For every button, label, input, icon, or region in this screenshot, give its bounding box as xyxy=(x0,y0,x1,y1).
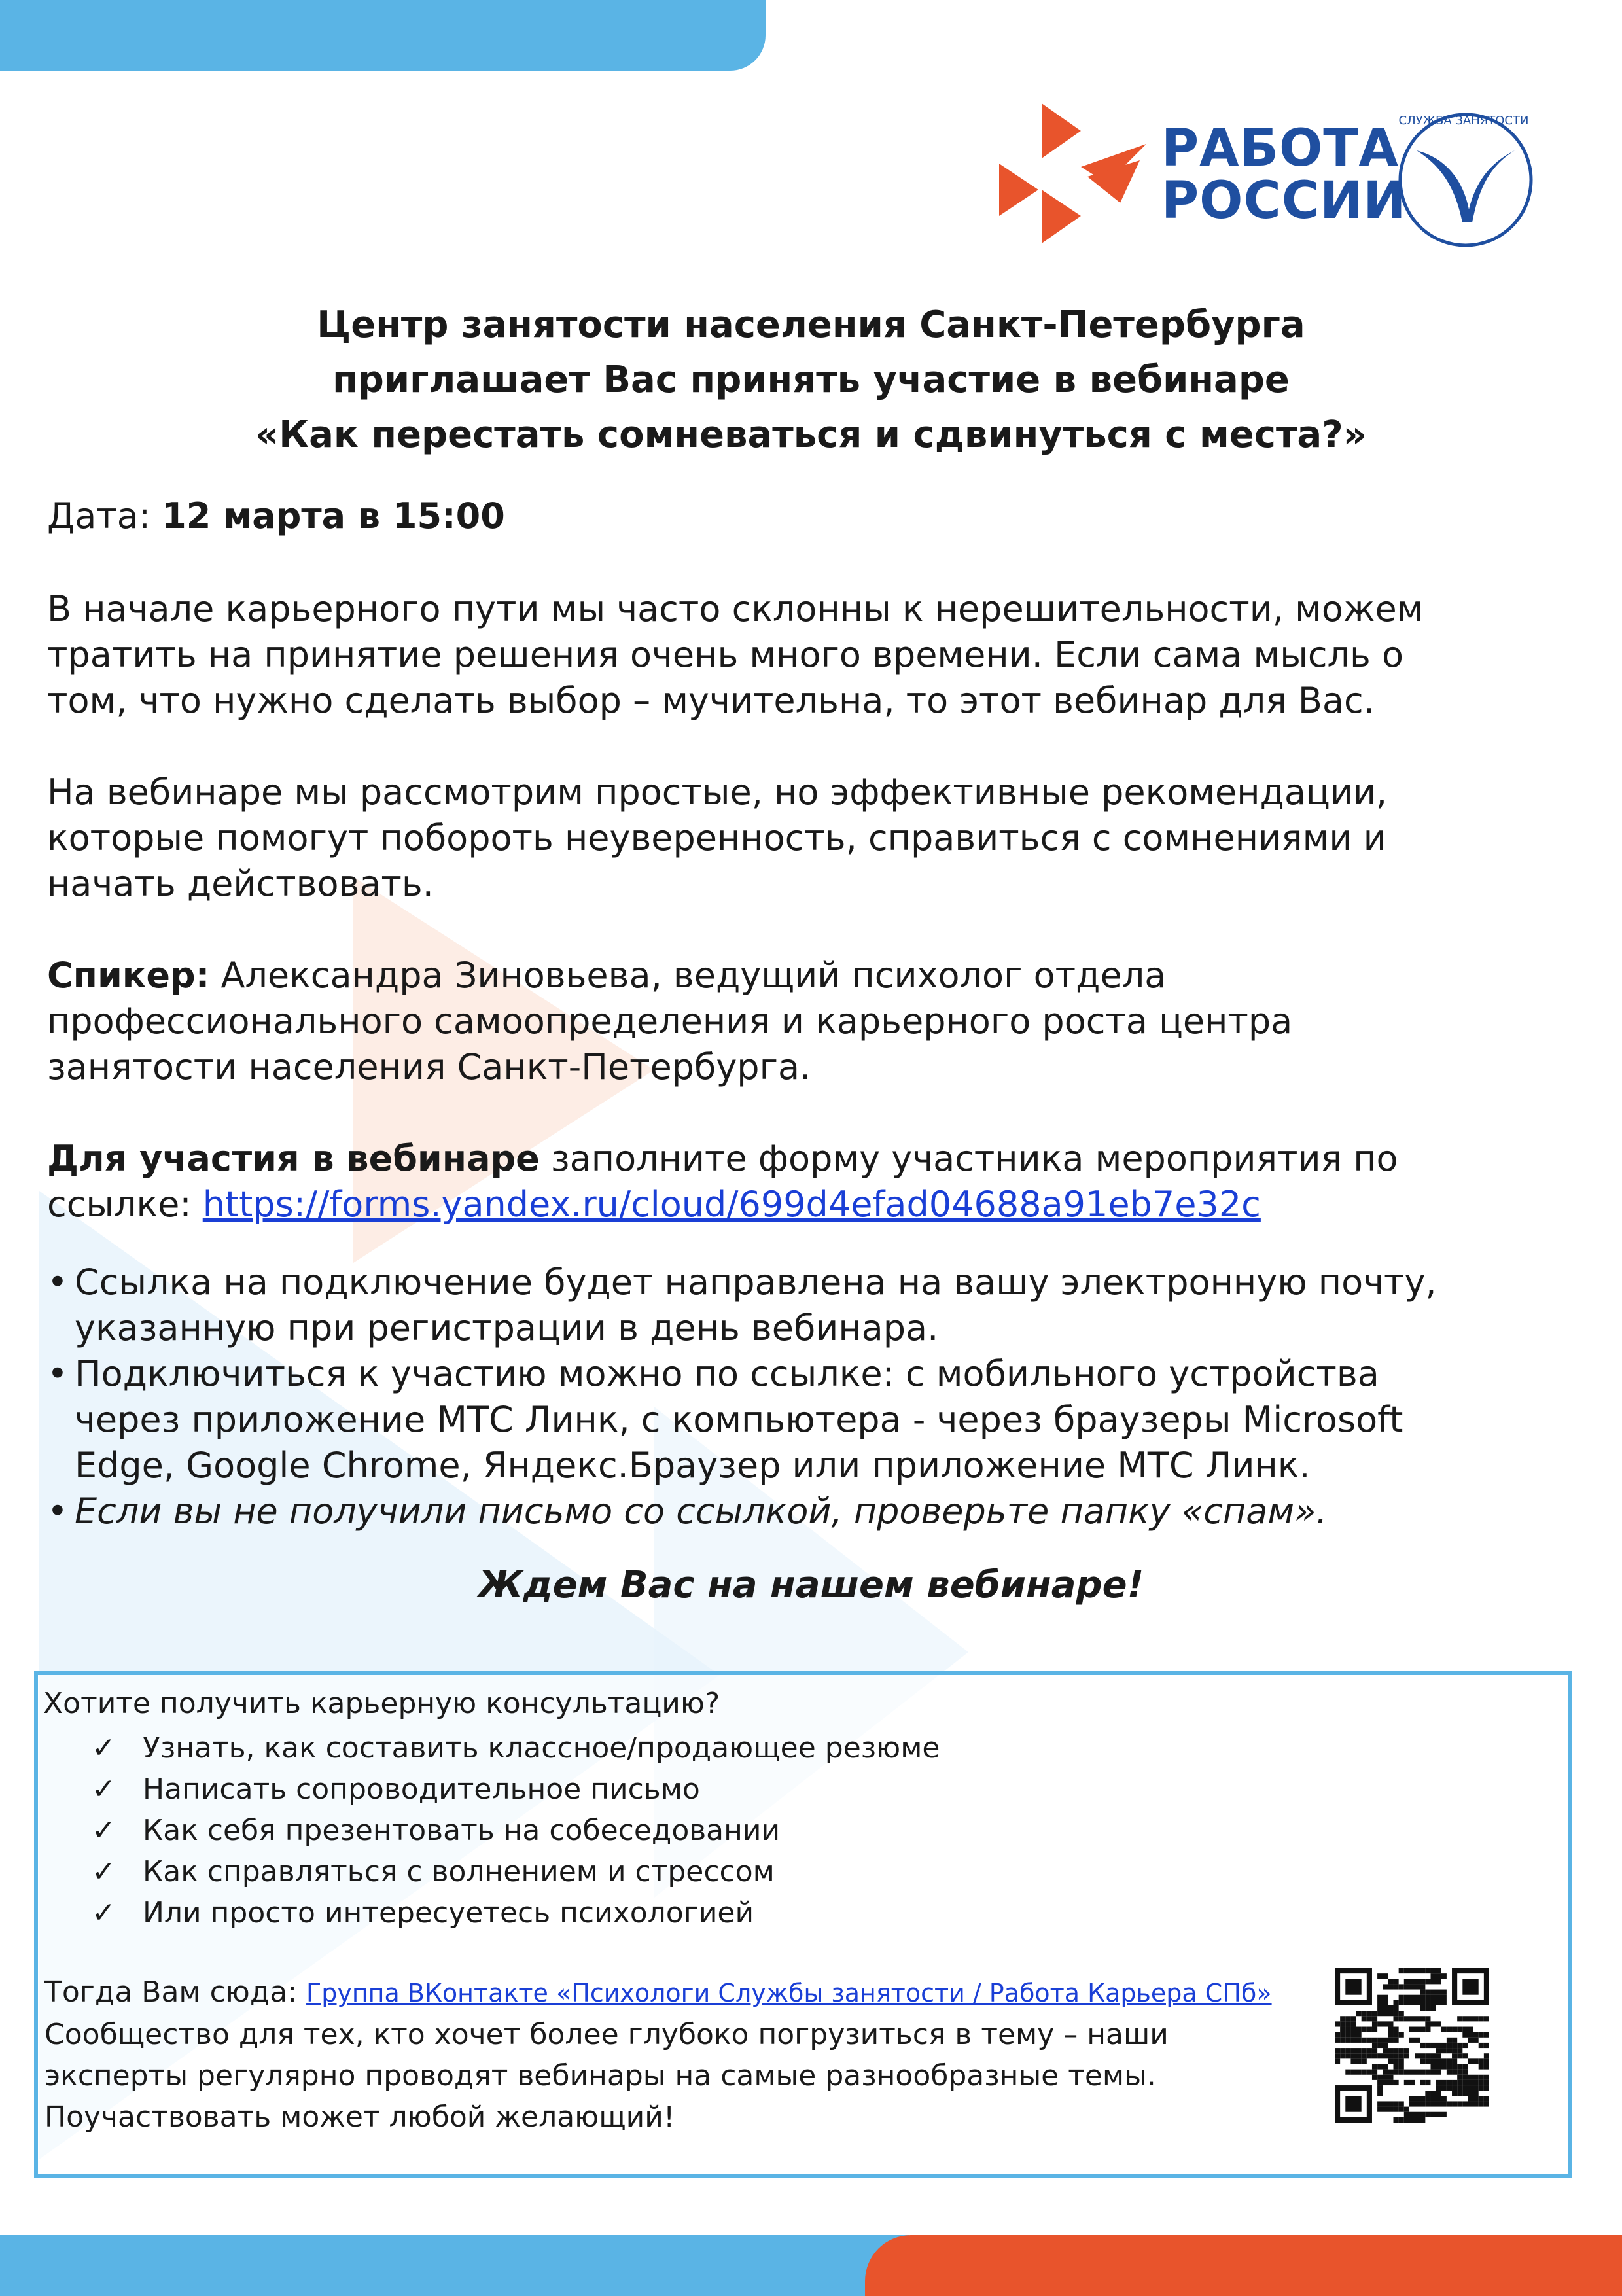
bullet-line: Ссылка на подключение будет направлена на вашу электронную почту, xyxy=(75,1262,1437,1303)
list-item xyxy=(47,1351,1572,1489)
title-line2: приглашает Вас принять участие в вебинаре xyxy=(332,359,1290,401)
about-line: начать действовать. xyxy=(47,863,434,904)
date-value: 12 марта в 15:00 xyxy=(162,495,505,537)
qr-code[interactable] xyxy=(1335,1968,1489,2123)
date-label: Дата: xyxy=(47,495,151,537)
bullet-dot: • xyxy=(47,1262,68,1303)
speaker-paragraph xyxy=(47,953,1572,1090)
bullet-line: Если вы не получили письмо со ссылкой, проверьте папку «спам». xyxy=(75,1491,1328,1532)
date-line xyxy=(47,493,1572,539)
check-icon: ✓ xyxy=(92,1773,116,1806)
consult-desc-line: Поучаствовать может любой желающий! xyxy=(44,2100,675,2134)
list-item xyxy=(92,1892,940,1934)
check-icon: ✓ xyxy=(92,1731,116,1765)
page-title xyxy=(0,298,1622,463)
bullet-line: Подключиться к участию можно по ссылке: с мобильного устройства xyxy=(75,1353,1379,1394)
check-icon: ✓ xyxy=(92,1855,116,1888)
arc-text: СЛУЖБА ЗАНЯТОСТИ xyxy=(1398,114,1529,128)
check-item-label: Написать сопроводительное письмо xyxy=(143,1773,700,1806)
intro-line: том, что нужно сделать выбор – мучительна, то этот вебинар для Вас. xyxy=(47,680,1375,721)
speaker-line: Александра Зиновьева, ведущий психолог отдела xyxy=(209,955,1167,996)
check-item-label: Как себя презентовать на собеседовании xyxy=(143,1814,781,1847)
registration-label: Для участия в вебинаре xyxy=(47,1138,540,1179)
intro-line: В начале карьерного пути мы часто склонны к нерешительности, можем xyxy=(47,588,1424,629)
bullet-dot: • xyxy=(47,1353,68,1394)
consult-desc-line: эксперты регулярно проводят вебинары на самые разнообразные темы. xyxy=(44,2059,1156,2093)
registration-form-link[interactable]: https://forms.yandex.ru/cloud/699d4efad04688a91eb7e32c xyxy=(202,1184,1261,1225)
bird-emblem-icon xyxy=(1390,105,1541,255)
about-line: которые помогут побороть неуверенность, справиться с сомнениями и xyxy=(47,817,1386,858)
four-arrows-logo-icon xyxy=(996,92,1159,255)
bullet-dot: • xyxy=(47,1491,68,1532)
list-item xyxy=(92,1851,940,1892)
consult-desc-line: Сообщество для тех, кто хочет более глубоко погрузиться в тему – наши xyxy=(44,2018,1169,2051)
consult-question: Хотите получить карьерную консультацию? xyxy=(43,1687,720,1720)
about-paragraph xyxy=(47,769,1572,907)
speaker-label: Спикер: xyxy=(47,955,210,996)
rabota-rossii-logo xyxy=(981,85,1551,262)
consult-description xyxy=(44,1971,1320,2138)
list-item xyxy=(92,1769,940,1810)
list-item xyxy=(47,1489,1572,1534)
info-bullets xyxy=(47,1260,1572,1534)
check-item-label: Узнать, как составить классное/продающее резюме xyxy=(143,1731,940,1765)
registration-line: заполните форму участника мероприятия по xyxy=(539,1138,1398,1179)
bullet-line: Edge, Google Chrome, Яндекс.Браузер или приложение МТС Линк. xyxy=(75,1445,1311,1486)
bullet-line: через приложение МТС Линк, с компьютера - через браузеры Microsoft xyxy=(75,1399,1403,1440)
registration-prefix: ссылке: xyxy=(47,1184,203,1225)
bullet-line: указанную при регистрации в день вебинара. xyxy=(75,1307,939,1349)
vk-group-link[interactable]: Группа ВКонтакте «Психологи Службы занятости / Работа Карьера СПб» xyxy=(306,1979,1272,2007)
list-item xyxy=(47,1260,1572,1351)
list-item xyxy=(92,1810,940,1851)
speaker-line: профессионального самоопределения и карьерного роста центра xyxy=(47,1000,1293,1042)
check-item-label: Как справляться с волнением и стрессом xyxy=(143,1855,775,1888)
speaker-line: занятости населения Санкт-Петербурга. xyxy=(47,1046,811,1087)
intro-paragraph xyxy=(47,586,1572,724)
intro-line: тратить на принятие решения очень много времени. Если сама мысль о xyxy=(47,634,1404,675)
closing-line: Ждем Вас на нашем вебинаре! xyxy=(478,1564,1144,1606)
check-icon: ✓ xyxy=(92,1814,116,1847)
then-label: Тогда Вам сюда: xyxy=(44,1975,307,2009)
logo-line2: РОССИИ xyxy=(1161,171,1407,230)
about-line: На вебинаре мы рассмотрим простые, но эффективные рекомендации, xyxy=(47,771,1388,813)
check-icon: ✓ xyxy=(92,1896,116,1930)
title-line1: Центр занятости населения Санкт-Петербурга xyxy=(317,304,1305,346)
list-item xyxy=(92,1727,940,1769)
check-item-label: Или просто интересуетесь психологией xyxy=(143,1896,754,1930)
registration-paragraph xyxy=(47,1136,1572,1227)
consult-checklist xyxy=(92,1727,940,1934)
logo-line1: РАБОТА xyxy=(1161,119,1399,178)
title-line3: «Как перестать сомневаться и сдвинуться с места?» xyxy=(255,414,1367,456)
